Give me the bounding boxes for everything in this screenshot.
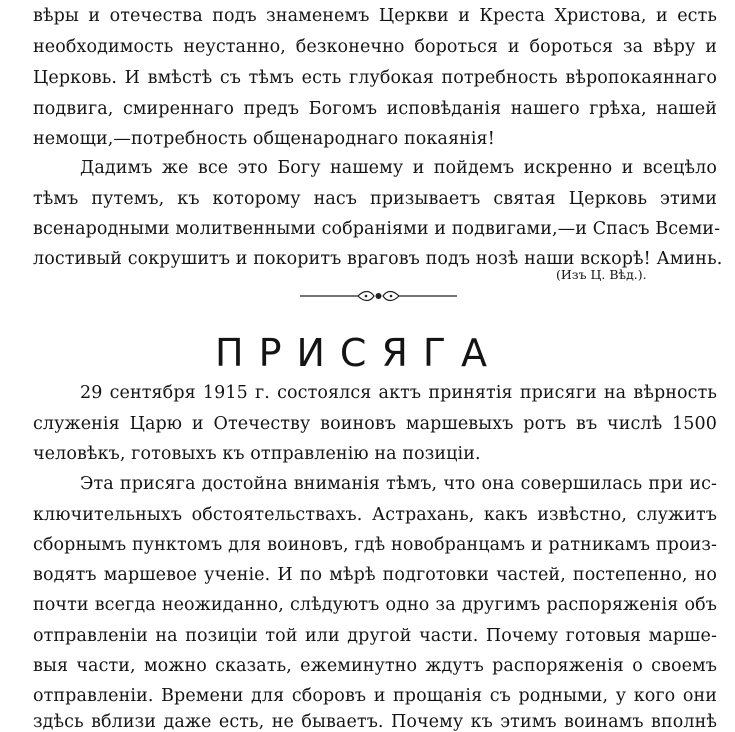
text-line: 29 сентября 1915 г. состоялся актъ принятія присяги на вѣрность: [80, 383, 717, 403]
text-line: сборнымъ пунктомъ для воиновъ, гдѣ новобранцамъ и ратникамъ произ-: [33, 535, 717, 555]
text-line: отправленіи. Времени для сборовъ и прощанія съ родными, у кого они: [33, 686, 717, 706]
text-line: выя части, можно сказать, ежеминутно ждутъ распоряженія о своемъ: [33, 656, 717, 676]
text-line: Дадимъ же все это Богу нашему и пойдемъ искренно и всецѣло: [80, 158, 717, 178]
text-line: ключительныхъ обстоятельствахъ. Астрахань, какъ извѣстно, служитъ: [33, 505, 717, 525]
text-line: водятъ маршевое ученіе. И по мѣрѣ подготовки частей, постепенно, но: [33, 565, 717, 585]
text-line: всенародными молитвенными собраніями и подвигами,—и Спасъ Всеми-: [33, 219, 721, 239]
source-citation: (Изъ Ц. Вѣд.).: [556, 267, 647, 282]
text-line: почти всегда неожиданно, слѣдуютъ одно за другимъ распоряженія объ: [33, 595, 717, 615]
text-line: Эта присяга достойна вниманія тѣмъ, что она совершилась при ис-: [80, 474, 717, 494]
text-line: лостивый сокрушитъ и покоритъ враговъ подъ нозѣ наши вскорѣ! Аминь.: [33, 249, 723, 269]
text-line: человѣкъ, готовыхъ къ отправленію на позиціи.: [33, 444, 481, 464]
ornament-divider-icon: [296, 288, 461, 304]
text-line: Церковь. И вмѣстѣ съ тѣмъ есть глубокая потребность вѣропокаяннаго: [33, 68, 717, 88]
text-line: тѣмъ путемъ, къ которому насъ призываетъ святая Церковь этими: [33, 189, 717, 209]
text-line: немощи,—потребность общенароднаго покаянія!: [33, 129, 495, 149]
text-line: здѣсь вблизи даже есть, не бываетъ. Почему къ этимъ воинамъ вполнѣ: [33, 712, 717, 732]
text-line: отправленіи на позиціи той или другой части. Почему готовыя марше-: [33, 626, 717, 646]
text-line: вѣры и отечества подъ знаменемъ Церкви и Креста Христова, и есть: [33, 6, 717, 26]
section-title: ПРИСЯГА: [215, 331, 503, 375]
text-line: служенія Царю и Отечеству воиновъ маршевыхъ ротъ въ числѣ 1500: [33, 414, 717, 434]
text-line: необходимость неустанно, безконечно бороться и бороться за вѣру и: [33, 37, 717, 57]
text-line: подвига, смиреннаго предъ Богомъ исповѣданія нашего грѣха, нашей: [33, 99, 717, 119]
